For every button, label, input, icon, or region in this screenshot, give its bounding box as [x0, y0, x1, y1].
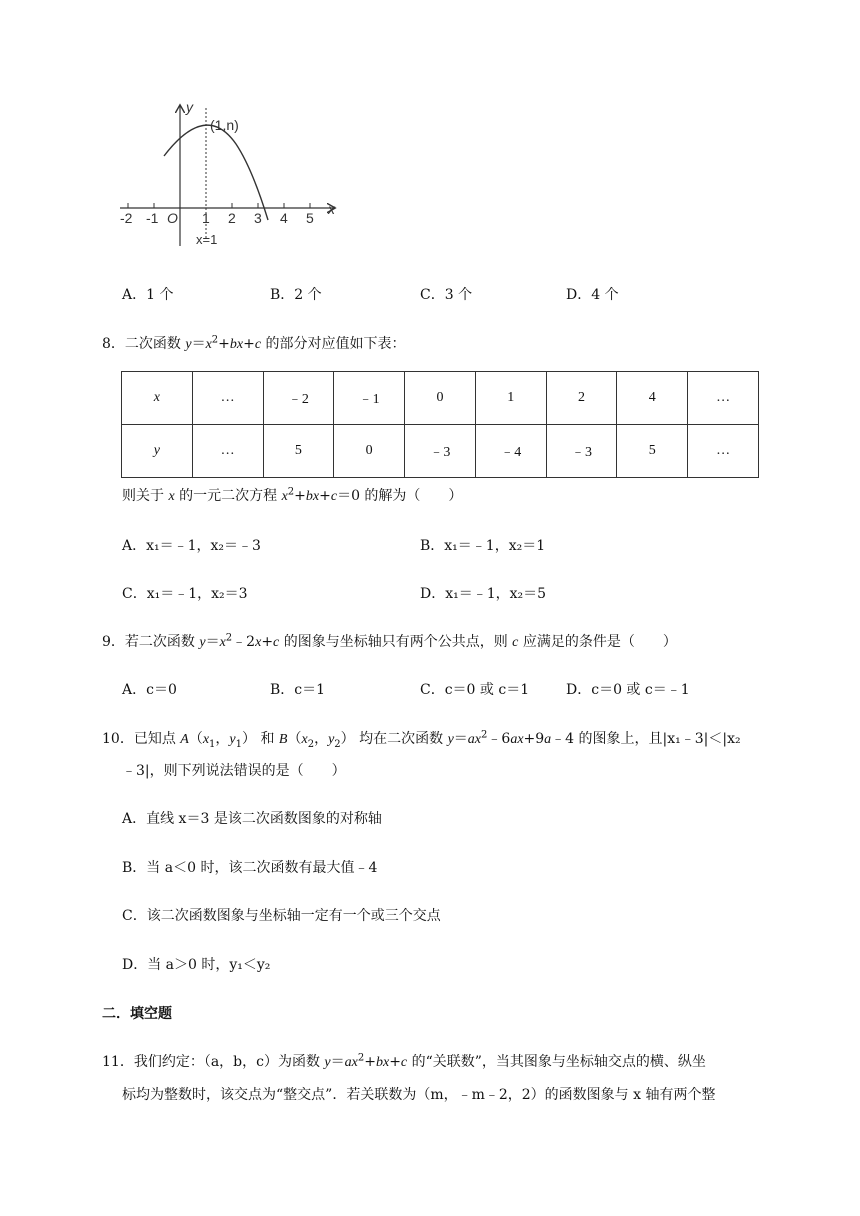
table-cell: …	[688, 372, 759, 425]
q9-option-a: A．c＝0	[122, 682, 177, 698]
table-cell: ﹣3	[546, 425, 617, 478]
value-table	[121, 371, 759, 478]
tick-label: -2	[120, 210, 133, 226]
q10-stem-line2: ﹣3|，则下列说法错误的是（ ）	[122, 763, 346, 779]
vertex-label: (1,n)	[210, 117, 239, 133]
tick-label: 4	[280, 210, 288, 226]
q11-stem-line1: 11．我们约定：（a，b，c）为函数 $y=ax^2+bx+c$ 的“关联数”，当其图象与坐标轴交点的横、纵坐	[102, 1052, 706, 1070]
section-heading: 二．填空题	[102, 1006, 172, 1022]
table-cell: 1	[475, 372, 546, 425]
q8-option-b: B．x₁＝﹣1，x₂＝1	[420, 538, 546, 554]
q7-option-c: C．3 个	[420, 287, 473, 303]
q9-option-c: C．c＝0 或 c＝1	[420, 682, 530, 698]
q9-option-d: D．c＝0 或 c＝﹣1	[566, 682, 690, 698]
table-cell: …	[688, 425, 759, 478]
tick-label: 2	[228, 210, 236, 226]
parabola-graph	[112, 96, 348, 256]
table-cell: 0	[334, 425, 405, 478]
tick-label: 5	[306, 210, 314, 226]
q8-option-c: C．x₁＝﹣1，x₂＝3	[122, 586, 248, 602]
q10-option-b: B．当 a＜0 时，该二次函数有最大值﹣4	[122, 860, 378, 876]
origin-label: O	[167, 210, 178, 226]
q7-option-d: D．4 个	[566, 287, 619, 303]
q10-stem-line1: 10．已知点 $A(x_1$，$y_1$） 和 $B(x_2$，$y_2$） 均在二次函数 $y=ax^2﹣6ax+9a﹣4$ 的图象上，且|x₁﹣3|＜|x₂	[102, 729, 741, 750]
table-row	[122, 372, 759, 425]
q10-option-d: D．当 a＞0 时，y₁＜y₂	[122, 957, 271, 973]
table-cell: ﹣3	[405, 425, 476, 478]
table-cell: 4	[617, 372, 688, 425]
table-cell: ﹣2	[263, 372, 334, 425]
table-cell: 5	[617, 425, 688, 478]
table-cell: …	[192, 425, 263, 478]
q8-option-d: D．x₁＝﹣1，x₂＝5	[420, 586, 547, 602]
q7-option-b: B．2 个	[270, 287, 322, 303]
table-cell: …	[192, 372, 263, 425]
table-cell: 5	[263, 425, 334, 478]
table-cell: 0	[405, 372, 476, 425]
table-cell: 2	[546, 372, 617, 425]
q9-stem: 9．若二次函数 $y=x^2﹣2x+c$ 的图象与坐标轴只有两个公共点，则 c 应满足的条件是（ ）	[102, 632, 677, 650]
table-cell: y	[122, 425, 193, 478]
q8-ask: 则关于 x 的一元二次方程 $x^2+bx+c=0$ 的解为（ ）	[122, 486, 463, 504]
q7-option-a: A．1 个	[122, 287, 174, 303]
q11-stem-line2: 标均为整数时，该交点为“整交点”．若关联数为（m，﹣m﹣2，2）的函数图象与 x 轴有两个整	[122, 1087, 716, 1103]
tick-label: 1	[202, 210, 210, 226]
q10-option-a: A．直线 x＝3 是该二次函数图象的对称轴	[122, 811, 382, 827]
table-cell: ﹣1	[334, 372, 405, 425]
tick-label: -1	[146, 210, 159, 226]
q8-option-a: A．x₁＝﹣1，x₂＝﹣3	[122, 538, 261, 554]
q10-option-c: C．该二次函数图象与坐标轴一定有一个或三个交点	[122, 908, 441, 924]
q8-stem: 8．二次函数 $y=x^2+bx+c$ 的部分对应值如下表：	[102, 334, 406, 352]
q9-option-b: B．c＝1	[270, 682, 326, 698]
table-row	[122, 425, 759, 478]
table-cell: x	[122, 372, 193, 425]
tick-label: 3	[254, 210, 262, 226]
y-axis-label: y	[186, 99, 193, 115]
symmetry-label: x=1	[196, 232, 218, 247]
x-axis-label: x	[328, 201, 335, 217]
table-cell: ﹣4	[475, 425, 546, 478]
